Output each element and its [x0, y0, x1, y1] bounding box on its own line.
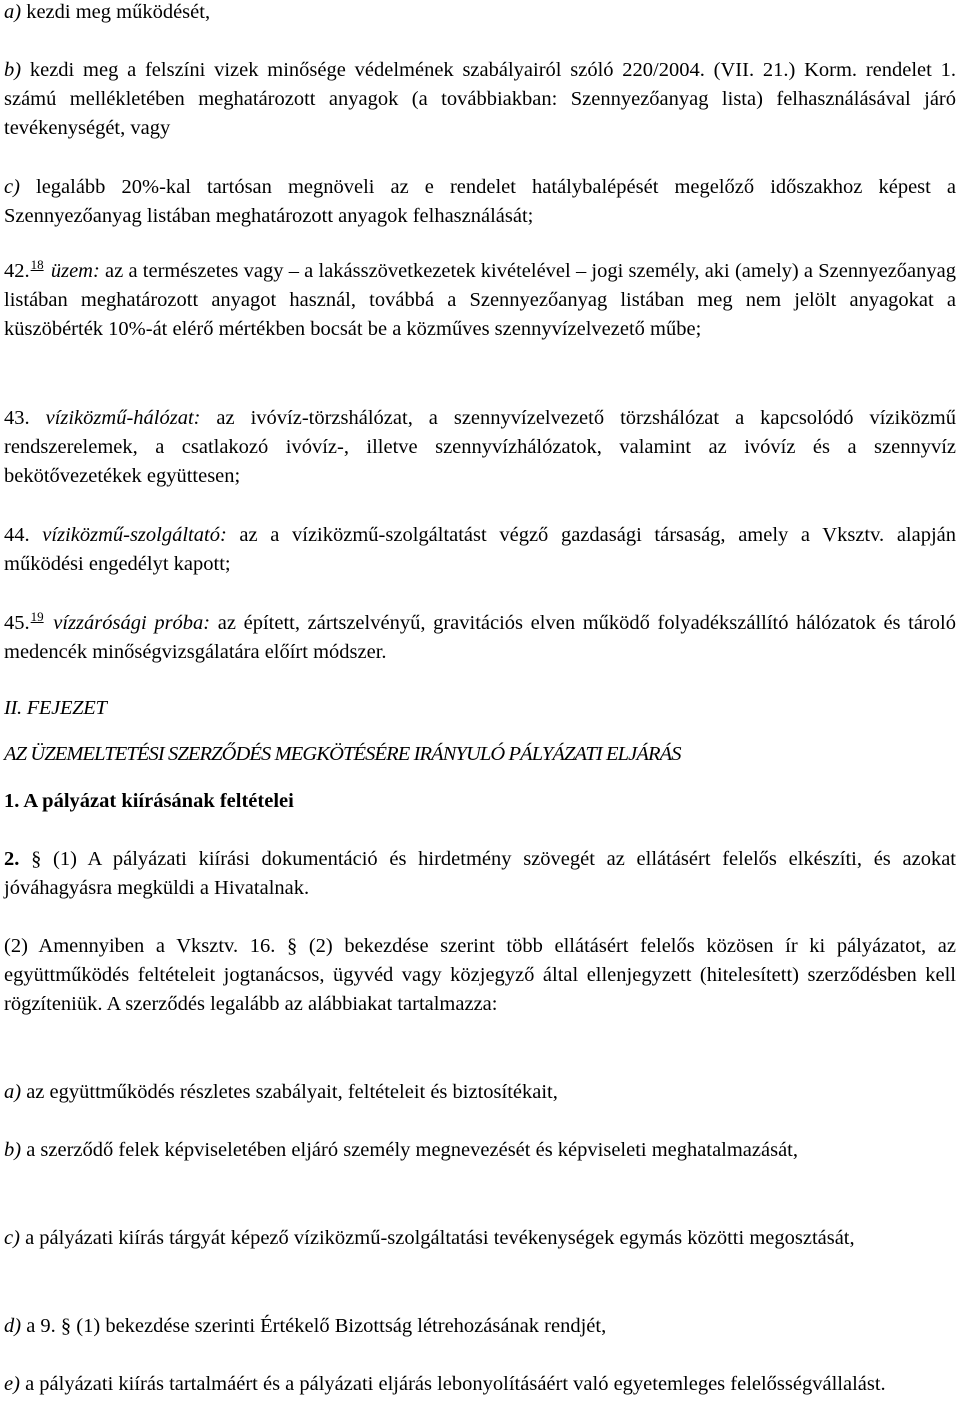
item-text: a 9. § (1) bekezdése szerinti Értékelő Bizottság létrehozásának rendjét, — [21, 1315, 607, 1337]
definition-number: 43. — [4, 407, 30, 429]
definition-text: az a természetes vagy – a lakásszövetkezetek kivételével – jogi személy, aki (amely) a Szennyezőanyag listában meghatározott anyagot használ, továbbá a Szennyezőanyag listában meg nem jelölt anyagokat a küszöbérték 10%-át elérő mértékben bocsát be a közműves szennyvízelvezető műbe; — [4, 260, 957, 340]
list-item-b — [4, 56, 956, 143]
definition-term: víziközmű-hálózat: — [45, 407, 201, 429]
item-label: c) — [4, 176, 20, 198]
section-number: 2. — [4, 848, 20, 870]
definition-term: vízzárósági próba: — [53, 612, 211, 634]
item-text: a pályázati kiírás tartalmáért és a pályázati eljárás lebonyolításáért való egyetemleges felelősségvállalást. — [19, 1373, 886, 1395]
definition-45 — [4, 609, 956, 667]
sub-item-b — [4, 1136, 956, 1165]
item-label: e) — [4, 1373, 20, 1395]
item-label: c) — [4, 1227, 20, 1249]
section-title: 1. A pályázat kiírásának feltételei — [4, 790, 294, 812]
list-item-c — [4, 173, 956, 231]
definition-text: az épített, zártszelvényű, gravitációs elven működő folyadékszállító hálózatok és tároló medencék minőségvizsgálatára előírt módszer. — [4, 612, 957, 663]
item-text: a szerződő felek képviseletében eljáró személy megnevezését és képviseleti meghatalmazását, — [21, 1139, 799, 1161]
list-item-a — [4, 0, 956, 27]
item-text: legalább 20%-kal tartósan megnöveli az e rendelet hatálybalépését megelőző időszakhoz képest a Szennyezőanyag listában meghatározott anyagok felhasználását; — [4, 176, 956, 227]
paragraph-text: (2) Amennyiben a Vksztv. 16. § (2) bekezdése szerint több ellátásért felelős közösen ír ki pályázatot, az együttműködés feltételeit jogtanácsos, ügyvéd vagy közjegyző által ellenjegyzett (hitelesített) szerződésben kell rögzíteniük. A szerződés legalább az alábbiakat tartalmazza: — [4, 935, 956, 1015]
definition-44 — [4, 521, 956, 579]
definition-43 — [4, 404, 956, 491]
paragraph-2-2 — [4, 932, 956, 1019]
footnote-link[interactable]: 19 — [30, 609, 44, 624]
definition-term: üzem: — [50, 260, 100, 282]
item-text: a pályázati kiírás tárgyát képező víziközmű-szolgáltatási tevékenységek egymás közötti megosztását, — [19, 1227, 855, 1249]
definition-text: az ivóvíz-törzshálózat, a szennyvízelvezető törzshálózat a kapcsolódó víziközmű rendszerelemek, a csatlakozó ivóvíz-, illetve szennyvízhálózatok, valamint az ivóvíz és a szennyvíz bekötővezetékek együttesen; — [4, 407, 956, 487]
item-label: a) — [4, 1081, 22, 1103]
sub-item-e — [4, 1370, 956, 1399]
item-label: b) — [4, 1139, 22, 1161]
chapter-heading: II. FEJEZET — [4, 697, 107, 719]
definition-text: az a víziközmű-szolgáltatást végző gazdasági társaság, amely a Vksztv. alapján működési engedélyt kapott; — [4, 524, 957, 575]
sub-item-c — [4, 1224, 956, 1253]
definition-number: 44. — [4, 524, 30, 546]
definition-42 — [4, 257, 956, 344]
item-text: kezdi meg működését, — [21, 1, 211, 23]
definition-number: 42. — [4, 260, 30, 282]
sub-item-d — [4, 1312, 956, 1341]
paragraph-2-1 — [4, 845, 956, 903]
definition-term: víziközmű-szolgáltató: — [42, 524, 227, 546]
sub-item-a — [4, 1078, 956, 1107]
item-text: kezdi meg a felszíni vizek minősége védelmének szabályairól szóló 220/2004. (VII. 21.) Korm. rendelet 1. számú mellékletében meghatározott anyagok (a továbbiakban: Szennyezőanyag lista) felhasználásával járó tevékenységét, vagy — [4, 59, 956, 139]
item-label: b) — [4, 59, 22, 81]
definition-number: 45. — [4, 612, 30, 634]
item-label: d) — [4, 1315, 22, 1337]
item-label: a) — [4, 1, 22, 23]
item-text: az együttműködés részletes szabályait, feltételeit és biztosítékait, — [21, 1081, 558, 1103]
footnote-link[interactable]: 18 — [30, 257, 44, 272]
chapter-title: AZ ÜZEMELTETÉSI SZERZŐDÉS MEGKÖTÉSÉRE IRÁNYULÓ PÁLYÁZATI ELJÁRÁS — [4, 743, 681, 765]
paragraph-text: § (1) A pályázati kiírási dokumentáció és hirdetmény szövegét az ellátásért felelős elkészíti, és azokat jóváhagyásra megküldi a Hivatalnak. — [4, 848, 956, 899]
